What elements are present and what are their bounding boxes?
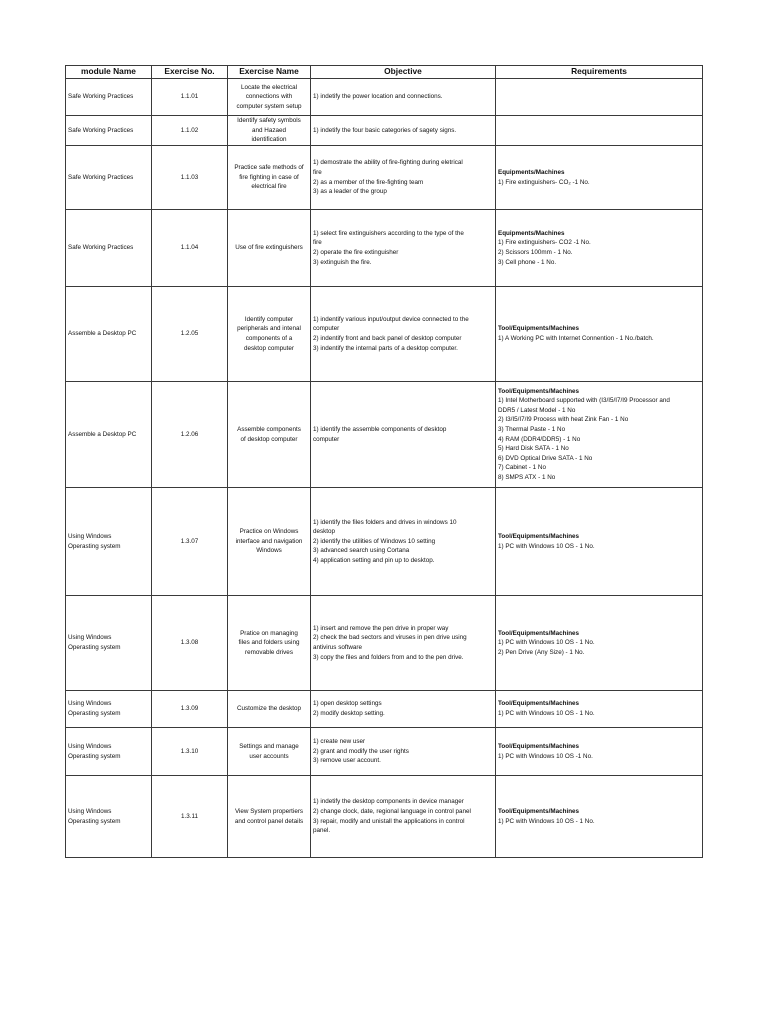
header-module-name: module Name: [66, 66, 152, 79]
objective-cell: [311, 691, 496, 728]
table-row: [66, 728, 703, 776]
exercise-no-cell: 1.1.02: [152, 116, 228, 146]
requirements-heading: Equipments/Machines: [498, 168, 565, 176]
objective-line: 4) application setting and pin up to desktop.: [313, 556, 435, 564]
exercise-name-line: and Hazaed: [252, 126, 286, 134]
objective-line: 1) create new user: [313, 738, 366, 746]
exercise-no-cell: 1.1.03: [152, 146, 228, 210]
header-exercise-name: Exercise Name: [228, 66, 311, 79]
module-name-line: Operasting system: [68, 710, 121, 717]
objective-cell: [311, 382, 496, 488]
objective-line: fire: [313, 168, 322, 176]
exercise-no-cell: 1.3.09: [152, 691, 228, 728]
requirement-line: 3) Cell phone - 1 No.: [498, 258, 557, 266]
objective-line: desktop: [313, 528, 336, 536]
exercise-no-cell: 1.3.07: [152, 488, 228, 596]
module-name-cell: [66, 488, 152, 596]
exercise-no-cell: 1.1.01: [152, 79, 228, 116]
requirement-line: 3) Thermal Paste - 1 No: [498, 425, 566, 433]
objective-line: 2) change clock, date, regional language in control panel: [313, 807, 471, 815]
objective-line: 2) operate the fire extinguisher: [313, 249, 399, 256]
exercise-name-line: Practice on Windows: [239, 528, 299, 536]
module-name-cell: [66, 596, 152, 691]
requirement-line: 1) PC with Windows 10 OS - 1 No.: [498, 710, 595, 717]
requirement-line: 8) SMPS ATX - 1 No: [498, 473, 556, 481]
objective-line: computer: [313, 435, 340, 443]
exercise-name-line: Assemble components: [237, 425, 301, 433]
objective-line: 2) modify desktop setting.: [313, 710, 385, 717]
module-name-cell: [66, 382, 152, 488]
exercise-name-cell: [228, 596, 311, 691]
objective-line: 1) identify the assemble components of desktop: [313, 425, 447, 433]
table-row: [66, 146, 703, 210]
module-name-line: Safe Working Practices: [68, 126, 134, 134]
exercise-name-cell: [228, 728, 311, 776]
objective-line: 1) select fire extinguishers according to the type of the: [313, 229, 464, 237]
objective-line: 3) indentify the internal parts of a desktop computer.: [313, 344, 458, 352]
objective-cell: [311, 488, 496, 596]
exercise-name-line: interface and navigation: [235, 537, 303, 545]
module-name-line: Safe Working Practices: [68, 173, 134, 181]
objective-line: 1) indetify the desktop components in device manager: [313, 798, 464, 806]
requirements-cell: [496, 79, 703, 116]
requirement-line: 4) RAM (DDR4/DDR5) - 1 No: [498, 435, 581, 443]
requirement-line: 1) PC with Windows 10 OS -1 No.: [498, 752, 593, 760]
requirement-line: 1) PC with Windows 10 OS - 1 No.: [498, 542, 595, 550]
exercise-name-cell: [228, 210, 311, 287]
exercise-name-line: peripherals and intenal: [237, 325, 301, 333]
table-row: [66, 596, 703, 691]
table-row: [66, 287, 703, 382]
exercise-no-cell: 1.3.11: [152, 776, 228, 858]
exercise-name-cell: [228, 79, 311, 116]
objective-line: 1) identify the files folders and drives in windows 10: [313, 518, 457, 526]
objective-line: 3) as a leader of the group: [313, 188, 387, 196]
exercise-name-line: desktop computer: [243, 344, 295, 352]
objective-line: 1) indentify various input/output device connected to the: [313, 315, 469, 323]
objective-line: fire: [313, 239, 322, 247]
exercise-name-line: Use of fire extinguishers: [235, 244, 303, 252]
objective-line: 3) remove user account.: [313, 757, 381, 765]
requirement-line: 1) Fire extinguishers- CO₂ -1 No.: [498, 178, 590, 186]
requirements-cell: [496, 596, 703, 691]
requirements-cell: [496, 776, 703, 858]
exercise-no-cell: 1.2.06: [152, 382, 228, 488]
requirements-cell: [496, 382, 703, 488]
exercise-name-cell: [228, 116, 311, 146]
exercise-name-line: components of a: [245, 335, 293, 342]
table-row: [66, 776, 703, 858]
objective-line: 2) as a member of the fire-fighting team: [313, 178, 424, 186]
exercise-name-line: fire fighting in case of: [239, 173, 299, 181]
objective-line: 1) open desktop settings: [313, 700, 382, 708]
exercise-name-line: files and folders using: [238, 639, 300, 647]
exercise-table: [65, 65, 703, 858]
objective-cell: [311, 728, 496, 776]
objective-line: 2) grant and modify the user rights: [313, 747, 409, 755]
requirements-cell: [496, 210, 703, 287]
requirements-heading: Tool/Equipments/Machines: [498, 532, 580, 540]
requirements-cell: [496, 691, 703, 728]
objective-line: 2) indentify front and back panel of desktop computer: [313, 335, 462, 342]
module-name-line: Using Windows: [68, 807, 112, 815]
table-row: [66, 488, 703, 596]
table-row: [66, 79, 703, 116]
objective-cell: [311, 287, 496, 382]
module-name-line: Assemble a Desktop PC: [68, 330, 137, 338]
exercise-name-line: removable drives: [245, 648, 293, 656]
objective-cell: [311, 210, 496, 287]
exercise-name-line: Identify safety symbols: [237, 117, 301, 125]
exercise-no-cell: 1.1.04: [152, 210, 228, 287]
exercise-name-cell: [228, 382, 311, 488]
objective-line: computer: [313, 325, 340, 333]
requirement-line: 7) Cabinet - 1 No: [498, 464, 546, 472]
exercise-name-line: Practice safe methods of: [234, 164, 304, 172]
exercise-name-line: Settings and manage: [239, 742, 299, 750]
exercise-name-cell: [228, 287, 311, 382]
module-name-line: Safe Working Practices: [68, 93, 134, 101]
objective-line: 3) extinguish the fire.: [313, 258, 372, 266]
objective-cell: [311, 146, 496, 210]
objective-line: 3) repair, modify and unistall the applications in control: [313, 817, 465, 825]
exercise-name-line: electrical fire: [251, 183, 287, 191]
exercise-no-cell: 1.3.10: [152, 728, 228, 776]
header-exercise-no: Exercise No.: [152, 66, 228, 79]
exercise-name-cell: [228, 691, 311, 728]
exercise-name-line: computer system setup: [236, 102, 302, 110]
module-name-cell: [66, 691, 152, 728]
table-body: [66, 79, 703, 858]
exercise-name-line: connections with: [245, 93, 293, 101]
module-name-line: Operasting system: [68, 817, 121, 825]
exercise-name-line: identification: [251, 136, 287, 144]
requirements-cell: [496, 287, 703, 382]
module-name-line: Using Windows: [68, 634, 112, 642]
table-row: [66, 691, 703, 728]
objective-cell: [311, 776, 496, 858]
exercise-name-line: Pratice on managing: [240, 629, 298, 637]
objective-line: 2) identify the utilities of Windows 10 setting: [313, 537, 436, 545]
table-row: [66, 210, 703, 287]
requirements-heading: Tool/Equipments/Machines: [498, 807, 580, 815]
objective-cell: [311, 116, 496, 146]
module-name-cell: [66, 776, 152, 858]
exercise-name-line: Locate the electrical: [240, 83, 297, 91]
module-name-cell: [66, 287, 152, 382]
requirement-line: 5) Hard Disk SATA - 1 No: [498, 445, 569, 453]
requirement-line: 1) Intel Motherboard supported with (I3/I5/I7/I9 Processor and: [498, 397, 670, 405]
requirements-heading: Tool/Equipments/Machines: [498, 700, 580, 708]
requirement-line: 2) Scissors 100mm - 1 No.: [498, 249, 573, 256]
requirements-heading: Tool/Equipments/Machines: [498, 742, 580, 750]
table-row: [66, 116, 703, 146]
requirements-cell: [496, 146, 703, 210]
objective-line: antivirus software: [313, 644, 362, 651]
module-name-line: Operasting system: [68, 752, 121, 760]
header-row: [66, 66, 703, 79]
exercise-name-cell: [228, 488, 311, 596]
exercise-name-line: and control panel details: [234, 817, 304, 825]
module-name-cell: [66, 146, 152, 210]
module-name-line: Using Windows: [68, 532, 112, 540]
module-name-cell: [66, 728, 152, 776]
module-name-line: Using Windows: [68, 742, 112, 750]
requirements-cell: [496, 488, 703, 596]
module-name-cell: [66, 210, 152, 287]
requirement-line: 1) A Working PC with Internet Connention - 1 No./batch.: [498, 335, 654, 342]
exercise-name-cell: [228, 146, 311, 210]
requirement-line: 1) PC with Windows 10 OS - 1 No.: [498, 817, 595, 825]
requirements-cell: [496, 116, 703, 146]
requirement-line: 2) I3/I5/I7/I9 Process with heat Zink Fan - 1 No: [498, 416, 629, 424]
module-name-line: Operasting system: [68, 542, 121, 550]
exercise-name-line: user accounts: [249, 752, 289, 760]
objective-cell: [311, 79, 496, 116]
table-row: [66, 382, 703, 488]
requirement-line: 1) Fire extinguishers- CO2 -1 No.: [498, 239, 591, 247]
objective-line: 1) demostrate the ability of fire-fighting during eletrical: [313, 159, 463, 167]
exercise-name-line: Customize the desktop: [236, 705, 302, 713]
requirement-line: 2) Pen Drive (Any Size) - 1 No.: [498, 648, 585, 656]
objective-line: panel.: [313, 827, 331, 835]
requirement-line: 6) DVD Optical Drive SATA - 1 No: [498, 454, 593, 462]
requirement-line: DDR5 / Latest Model - 1 No: [498, 406, 576, 414]
objective-line: 1) insert and remove the pen drive in proper way: [313, 624, 449, 632]
module-name-line: Using Windows: [68, 700, 112, 708]
objective-line: 1) indetify the power location and connections.: [313, 93, 443, 101]
requirements-heading: Tool/Equipments/Machines: [498, 629, 580, 637]
requirements-heading: Tool/Equipments/Machines: [498, 325, 580, 333]
requirements-heading: Equipments/Machines: [498, 229, 565, 237]
objective-line: 2) check the bad sectors and viruses in pen drive using: [313, 634, 467, 642]
objective-line: 1) indetify the four basic categories of sagety signs.: [313, 126, 457, 134]
exercise-name-line: Windows: [256, 547, 282, 555]
module-name-cell: [66, 79, 152, 116]
requirement-line: 1) PC with Windows 10 OS - 1 No.: [498, 639, 595, 647]
exercise-no-cell: 1.2.05: [152, 287, 228, 382]
objective-line: 3) advanced search using Cortana: [313, 547, 410, 555]
objective-cell: [311, 596, 496, 691]
module-name-line: Operasting system: [68, 644, 121, 651]
module-name-line: Assemble a Desktop PC: [68, 430, 137, 438]
header-objective: Objective: [311, 66, 496, 79]
requirements-heading: Tool/Equipments/Machines: [498, 387, 580, 395]
exercise-name-line: Identify computer: [244, 315, 294, 323]
objective-line: 3) copy the files and folders from and to the pen drive.: [313, 653, 464, 661]
requirements-cell: [496, 728, 703, 776]
exercise-no-cell: 1.3.08: [152, 596, 228, 691]
module-name-line: Safe Working Practices: [68, 244, 134, 252]
module-name-cell: [66, 116, 152, 146]
exercise-name-line: of desktop computer: [240, 435, 298, 443]
exercise-name-cell: [228, 776, 311, 858]
header-requirements: Requirements: [496, 66, 703, 79]
exercise-name-line: View System propertiers: [234, 807, 304, 815]
